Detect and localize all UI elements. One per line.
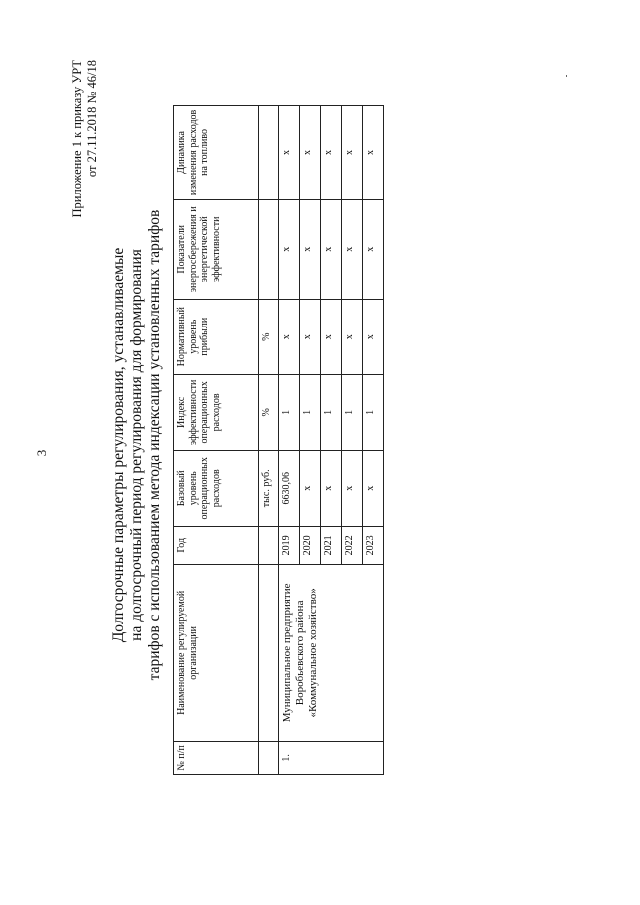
row-number: 1.: [279, 741, 384, 774]
year-cell: 2022: [342, 526, 363, 564]
year-cell: 2021: [321, 526, 342, 564]
title-line-3: тарифов с использованием метода индексации установленных тарифов: [146, 209, 163, 681]
profit-level-cell: х: [321, 299, 342, 374]
header-year: Год: [174, 526, 259, 564]
base-level-cell: х: [300, 450, 321, 526]
header-org: Наименование регулируемой организации: [174, 565, 259, 742]
efficiency-index-cell: 1: [300, 374, 321, 450]
year-cell: 2023: [363, 526, 384, 564]
units-cell-empty: [259, 741, 279, 774]
units-cell-empty: [259, 199, 279, 299]
header-profit-level: Нормативный уровень прибыли: [174, 299, 259, 374]
unit-efficiency-index: %: [259, 374, 279, 450]
profit-level-cell: х: [363, 299, 384, 374]
energy-indicators-cell: х: [342, 199, 363, 299]
units-cell-empty: [259, 106, 279, 200]
base-level-cell: 6630,06: [279, 450, 300, 526]
units-cell-empty: [259, 526, 279, 564]
scan-speck: [566, 75, 567, 77]
profit-level-cell: х: [342, 299, 363, 374]
base-level-cell: х: [321, 450, 342, 526]
unit-base-level: тыс. руб.: [259, 450, 279, 526]
energy-indicators-cell: х: [300, 199, 321, 299]
document-title: [110, 185, 164, 705]
year-cell: 2019: [279, 526, 300, 564]
fuel-dynamics-cell: х: [363, 106, 384, 200]
header-base-level: Базовый уровень операционных расходов: [174, 450, 259, 526]
table-row: [279, 106, 300, 775]
header-num: № п/п: [174, 741, 259, 774]
appendix-line-1: Приложение 1 к приказу УРТ: [70, 60, 84, 218]
fuel-dynamics-cell: х: [279, 106, 300, 200]
efficiency-index-cell: 1: [342, 374, 363, 450]
profit-level-cell: х: [300, 299, 321, 374]
org-name: Муниципальное предприятие Воробьевского района «Коммунальное хозяйство»: [279, 565, 384, 742]
efficiency-index-cell: 1: [321, 374, 342, 450]
fuel-dynamics-cell: х: [321, 106, 342, 200]
regulation-parameters-table: [173, 105, 384, 775]
efficiency-index-cell: 1: [363, 374, 384, 450]
base-level-cell: х: [363, 450, 384, 526]
title-line-1: Долгосрочные параметры регулирования, устанавливаемые: [110, 247, 127, 643]
fuel-dynamics-cell: х: [300, 106, 321, 200]
table-header-row: [174, 106, 259, 775]
units-row: [259, 106, 279, 775]
page-number: 3: [34, 449, 49, 457]
appendix-line-2: от 27.11.2018 № 46/18: [85, 60, 99, 178]
header-efficiency-index: Индекс эффективности операционных расходов: [174, 374, 259, 450]
profit-level-cell: х: [279, 299, 300, 374]
energy-indicators-cell: х: [279, 199, 300, 299]
units-cell-empty: [259, 565, 279, 742]
energy-indicators-cell: х: [321, 199, 342, 299]
title-line-2: на долгосрочный период регулирования для формирования: [128, 249, 145, 641]
year-cell: 2020: [300, 526, 321, 564]
fuel-dynamics-cell: х: [342, 106, 363, 200]
header-fuel-dynamics: Динамика изменения расходов на топливо: [174, 106, 259, 200]
efficiency-index-cell: 1: [279, 374, 300, 450]
unit-profit-level: %: [259, 299, 279, 374]
energy-indicators-cell: х: [363, 199, 384, 299]
base-level-cell: х: [342, 450, 363, 526]
header-energy-indicators: Показатели энергосбережения и энергетической эффективности: [174, 199, 259, 299]
appendix-reference: [70, 60, 100, 218]
